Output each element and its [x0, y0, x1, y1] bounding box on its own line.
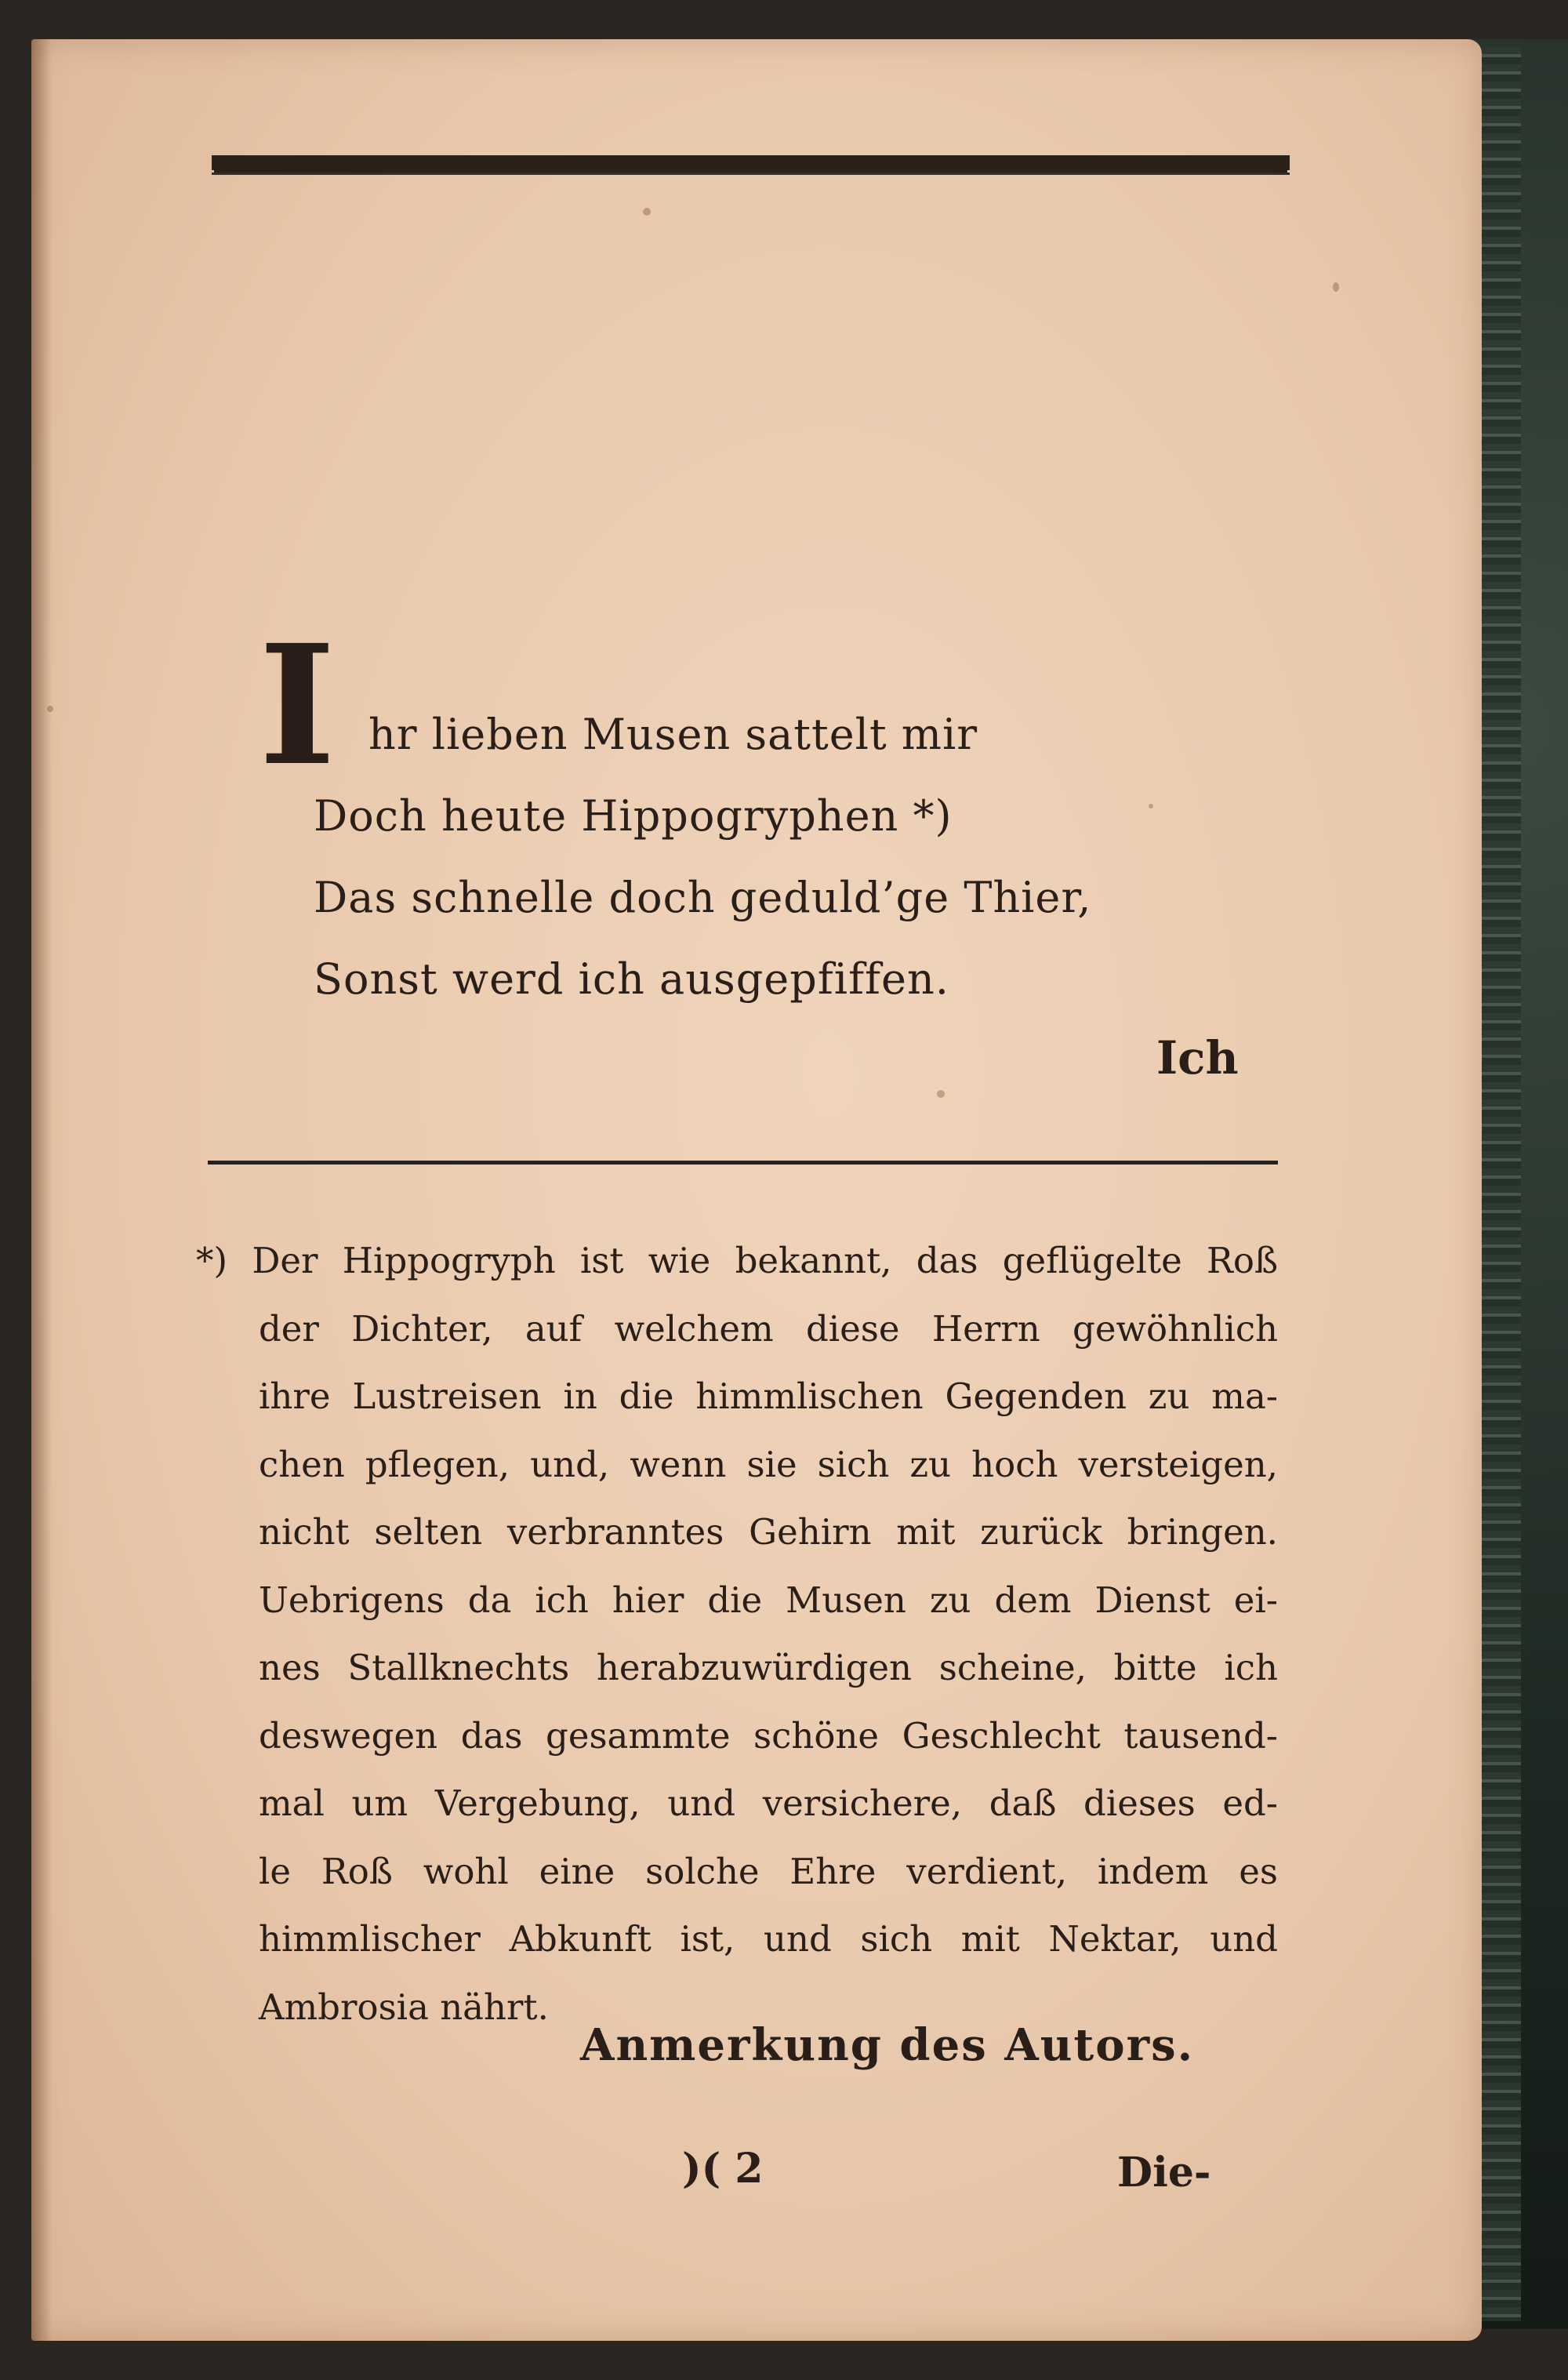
printer-signature: )( 2 — [682, 2145, 764, 2193]
footnote-line: himmlischer Abkunft ist, und sich mit Nektar, und — [259, 1918, 1278, 1960]
footnote-line: *) Der Hippogryph ist wie bekannt, das geflügelte Roß — [196, 1240, 1278, 1281]
footnote-attribution: Anmerkung des Autors. — [580, 2019, 1195, 2071]
cover-marbled-edge — [1482, 47, 1521, 2321]
verse-line-1: hr lieben Musen sattelt mir — [368, 710, 978, 759]
catchword-top: Ich — [1156, 1031, 1239, 1085]
paper-fleck — [643, 208, 651, 216]
verse-stanza — [314, 694, 1092, 1020]
paper-fleck — [937, 1090, 945, 1098]
footnote-line: nicht selten verbranntes Gehirn mit zurück bringen. — [259, 1511, 1278, 1553]
paper-fleck — [1333, 282, 1339, 292]
verse-line-2: Doch heute Hippogryphen *) — [314, 791, 953, 841]
footnote-line: chen pflegen, und, wenn sie sich zu hoch versteigen, — [259, 1443, 1278, 1485]
footnote-line: Uebrigens da ich hier die Musen zu dem Dienst ei- — [259, 1579, 1278, 1621]
paper-fleck — [47, 706, 53, 712]
footnote-line: mal um Vergebung, und versichere, daß dieses ed- — [259, 1782, 1278, 1824]
catchword-bottom: Die- — [1117, 2149, 1211, 2197]
verse-line-4: Sonst werd ich ausgepfiffen. — [314, 954, 949, 1004]
footnote-line: le Roß wohl eine solche Ehre verdient, indem es — [259, 1850, 1278, 1892]
footnote-line: nes Stallknechts herabzuwürdigen scheine, bitte ich — [259, 1647, 1278, 1688]
footnote-line: Ambrosia nährt. — [259, 1986, 549, 2028]
paper-fleck — [1149, 804, 1153, 808]
footnote-block — [196, 1227, 1278, 2041]
footnote-line: ihre Lustreisen in die himmlischen Gegenden zu ma- — [259, 1375, 1278, 1417]
verse-line-3: Das schnelle doch geduld’ge Thier, — [314, 873, 1092, 922]
drop-cap: I — [259, 609, 336, 802]
footnote-line: der Dichter, auf welchem diese Herrn gewöhnlich — [259, 1307, 1278, 1350]
gutter-shadow — [31, 39, 52, 2341]
footnote-line: deswegen das gesammte schöne Geschlecht tausend- — [259, 1714, 1278, 1757]
footnote-rule — [208, 1161, 1278, 1165]
top-rule — [212, 155, 1290, 170]
